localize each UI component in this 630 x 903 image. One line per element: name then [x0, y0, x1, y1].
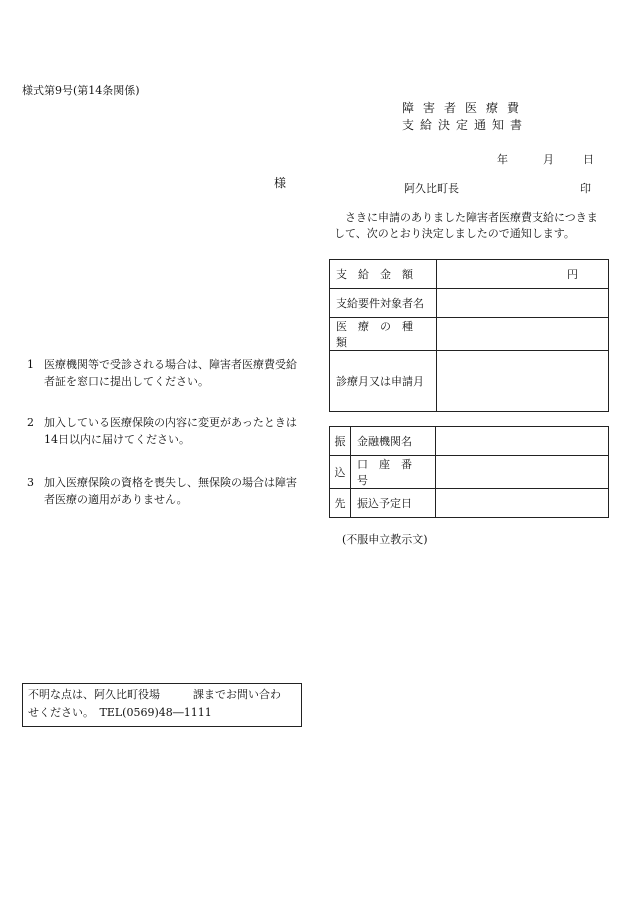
note-number: 3 [27, 476, 34, 489]
treatment-month-label: 診療月又は申請月 [330, 351, 437, 412]
note-number: 1 [27, 358, 34, 371]
medical-type-value [437, 318, 609, 351]
recipient-honorific: 様 [274, 176, 287, 190]
note-text: 医療機関等で受診される場合は、障害者医療費受給者証を窓口に提出してください。 [44, 358, 297, 388]
list-item [27, 414, 302, 448]
list-item [27, 474, 302, 508]
payment-amount-label: 支 給 金 額 [330, 260, 437, 289]
table-row [330, 456, 609, 489]
note-text: 加入している医療保険の内容に変更があったときは14日以内に届けてください。 [44, 416, 297, 446]
medical-type-label: 医 療 の 種 類 [330, 318, 437, 351]
table-row [330, 289, 609, 318]
table-row [330, 489, 609, 518]
treatment-month-value [437, 351, 609, 412]
list-item [27, 356, 302, 390]
date-year: 年 [497, 153, 508, 166]
form-number: 様式第9号(第14条関係) [22, 84, 140, 97]
table-row [330, 427, 609, 456]
issue-date [497, 151, 594, 167]
table-row [330, 351, 609, 412]
transfer-side-char-3: 先 [330, 489, 351, 518]
eligible-person-value [437, 289, 609, 318]
document-title-line1: 障害者医療費 [402, 101, 529, 115]
note-number: 2 [27, 416, 34, 429]
payment-decision-table [329, 259, 609, 412]
document-title-line2: 支給決定通知書 [402, 118, 529, 132]
date-day: 日 [583, 153, 594, 166]
table-row [330, 318, 609, 351]
contact-line-1: 不明な点は、阿久比町役場 課までお問い合わ [28, 688, 281, 701]
account-number-value [436, 456, 609, 489]
appeal-notice: (不服申立教示文) [342, 533, 428, 546]
contact-box [22, 683, 302, 727]
transfer-date-label: 振込予定日 [351, 489, 436, 518]
seal-mark: 印 [580, 182, 591, 195]
transfer-destination-table [329, 426, 609, 518]
eligible-person-label: 支給要件対象者名 [330, 289, 437, 318]
transfer-date-value [436, 489, 609, 518]
date-month: 月 [543, 153, 554, 166]
contact-line-2: せください。 TEL(0569)48―1111 [28, 706, 212, 719]
bank-name-value [436, 427, 609, 456]
issuer-name: 阿久比町長 [404, 182, 459, 195]
payment-amount-value: 円 [437, 260, 609, 289]
transfer-side-char-2: 込 [330, 456, 351, 489]
intro-text: さきに申請のありました障害者医療費支給につきまして、次のとおり決定しましたので通知します。 [334, 211, 598, 240]
table-row [330, 260, 609, 289]
account-number-label: 口 座 番 号 [351, 456, 436, 489]
transfer-side-char-1: 振 [330, 427, 351, 456]
note-text: 加入医療保険の資格を喪失し、無保険の場合は障害者医療の適用がありません。 [44, 476, 297, 506]
bank-name-label: 金融機関名 [351, 427, 436, 456]
